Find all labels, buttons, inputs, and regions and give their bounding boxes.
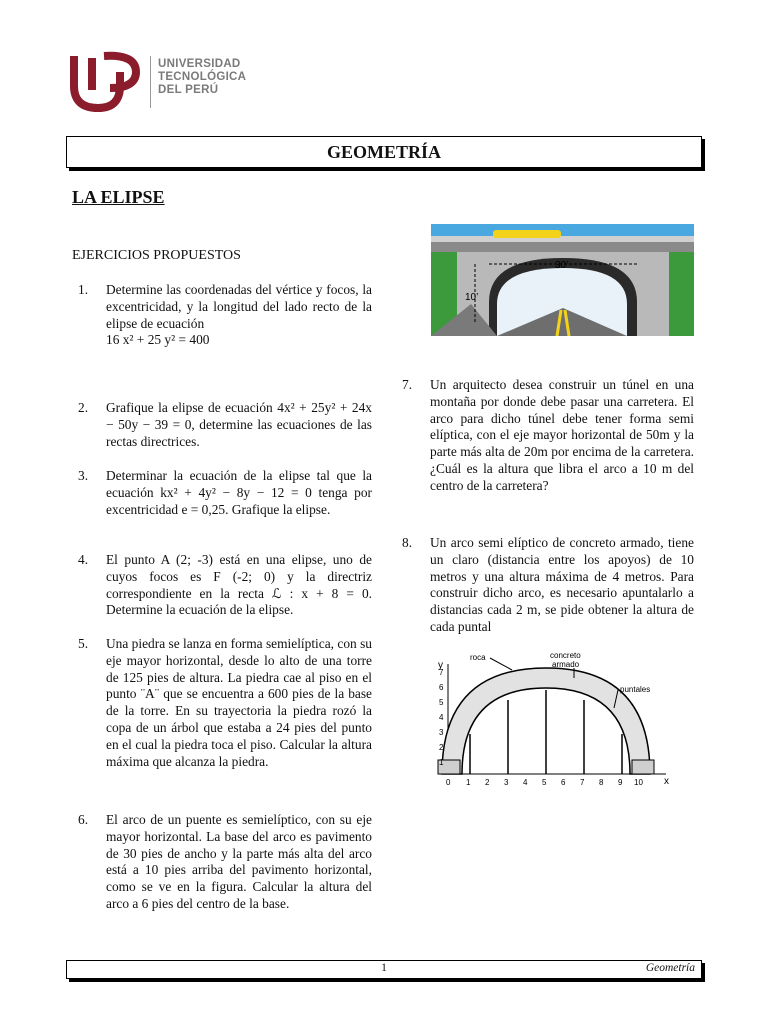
exercise-text: Un arco semi elíptico de concreto armado, tiene un claro (distancia entre los apoyos) de 10 metros y una altura máxima de 4 metros. Para construir dicho arco, es necesario apuntalarlo a distancias cada 2 m, se pide obtener la altura de cada puntal (430, 535, 694, 634)
y-tick-3: 3 (439, 728, 444, 737)
exercise-text: Una piedra se lanza en forma semielíptica, con su eje mayor horizontal, desde lo alto de una torre de 125 pies de altura. La piedra cae al piso en el punto ¨A¨ que se encuentra a 600 pies de la base de la torre. En su trayectoria la piedra rozó la copa de un árbol que estaba a 24 pies del punto en el cual la piedra toca el piso. Calcular la altura máxima que alcanza la piedra. (106, 636, 372, 769)
exercise-8 (402, 535, 694, 636)
right-support (632, 760, 654, 774)
x-tick-5: 5 (542, 778, 547, 787)
page-number: 1 (381, 962, 387, 974)
exercise-text: Grafique la elipse de ecuación 4x² + 25y² + 24x − 50y − 39 = 0, determine las ecuaciones de las rectas directrices. (106, 400, 372, 449)
exercise-number: 5. (78, 636, 89, 651)
exercise-number: 7. (402, 377, 413, 392)
x-tick-8: 8 (599, 778, 604, 787)
exercise-3 (78, 468, 372, 518)
exercises-heading: EJERCICIOS PROPUESTOS (72, 248, 241, 263)
x-tick-9: 9 (618, 778, 623, 787)
exercise-number: 6. (78, 812, 89, 827)
university-logo (70, 50, 270, 112)
exercise-6 (78, 812, 372, 913)
page-title: GEOMETRÍA (326, 141, 441, 162)
exercise-number: 3. (78, 468, 89, 483)
exercise-5 (78, 636, 372, 770)
y-tick-7: 7 (439, 668, 444, 677)
y-tick-2: 2 (439, 743, 444, 752)
y-tick-6: 6 (439, 683, 444, 692)
car-icon (493, 230, 561, 238)
exercise-2 (78, 400, 372, 450)
x-tick-4: 4 (523, 778, 528, 787)
footer-subject: Geometría (645, 962, 695, 974)
x-tick-6: 6 (561, 778, 566, 787)
exercise-number: 4. (78, 552, 89, 567)
bridge-deck (431, 242, 694, 252)
exercise-7 (402, 377, 694, 495)
exercise-text: El punto A (2; -3) está en una elipse, uno de cuyos focos es F (-2; 0) y la directriz correspondiente en la recta ℒ : x + 8 = 0. Determine la ecuación de la elipse. (106, 552, 372, 618)
exercise-text: Determine las coordenadas del vértice y focos, la excentricidad, y la longitud del lado recto de la elipse de ecuación (106, 282, 372, 331)
page-title-box (66, 136, 702, 168)
x-tick-10: 10 (634, 778, 643, 787)
exercise-number: 1. (78, 282, 89, 297)
y-tick-4: 4 (439, 713, 444, 722)
label-roca: roca (470, 653, 486, 662)
exercise-equation: 16 x² + 25 y² = 400 (106, 332, 210, 348)
bridge-figure (431, 224, 694, 336)
logo-line-3: DEL PERÚ (158, 84, 219, 96)
width-label: 30’ (555, 260, 569, 271)
x-axis-label: x (664, 776, 669, 787)
x-tick-0: 0 (446, 778, 451, 787)
y-tick-1: 1 (439, 758, 444, 767)
page-footer (66, 960, 702, 979)
exercise-number: 8. (402, 535, 413, 550)
exercise-number: 2. (78, 400, 89, 415)
logo-line-2: TECNOLÓGICA (158, 71, 247, 83)
arch-figure (424, 648, 684, 812)
exercise-4 (78, 552, 372, 619)
label-concreto: concreto (550, 651, 581, 660)
puntales-lines (470, 690, 622, 774)
section-title: LA ELIPSE (72, 187, 165, 207)
utp-logo-icon (70, 50, 140, 112)
logo-text (158, 58, 246, 97)
exercise-text: Un arquitecto desea construir un túnel en una montaña por donde debe pasar una carretera. El arco para dicho túnel debe tener forma semi elíptica, con el eje mayor horizontal de 50m y la parte más alta de 20m por encima de la carretera. ¿Cuál es la altura que libra el arco a 10 m del centro de la carretera? (430, 377, 694, 493)
label-armado: armado (552, 660, 580, 669)
x-tick-3: 3 (504, 778, 509, 787)
x-tick-2: 2 (485, 778, 490, 787)
logo-line-1: UNIVERSIDAD (158, 58, 241, 70)
bridge-rail (431, 236, 694, 242)
x-tick-1: 1 (466, 778, 471, 787)
logo-separator (150, 56, 151, 108)
exercise-1 (78, 282, 372, 349)
exercise-text: Determinar la ecuación de la elipse tal que la ecuación kx² + 4y² − 8y − 12 = 0 tenga por excentricidad e = 0,25. Grafique la elipse. (106, 468, 372, 517)
y-tick-5: 5 (439, 698, 444, 707)
height-label: 10’ (465, 292, 479, 303)
x-tick-7: 7 (580, 778, 585, 787)
y-axis-label: y (438, 660, 443, 671)
label-puntales: puntales (620, 685, 651, 694)
exercise-text: El arco de un puente es semielíptico, con su eje mayor horizontal. La base del arco es pavimento de 30 pies de ancho y la parte más alta del arco está a 10 pies arriba del pavimento horizontal, como se ve en la figura. Calcular la altura del arco a 6 pies del centro de la base. (106, 812, 372, 911)
